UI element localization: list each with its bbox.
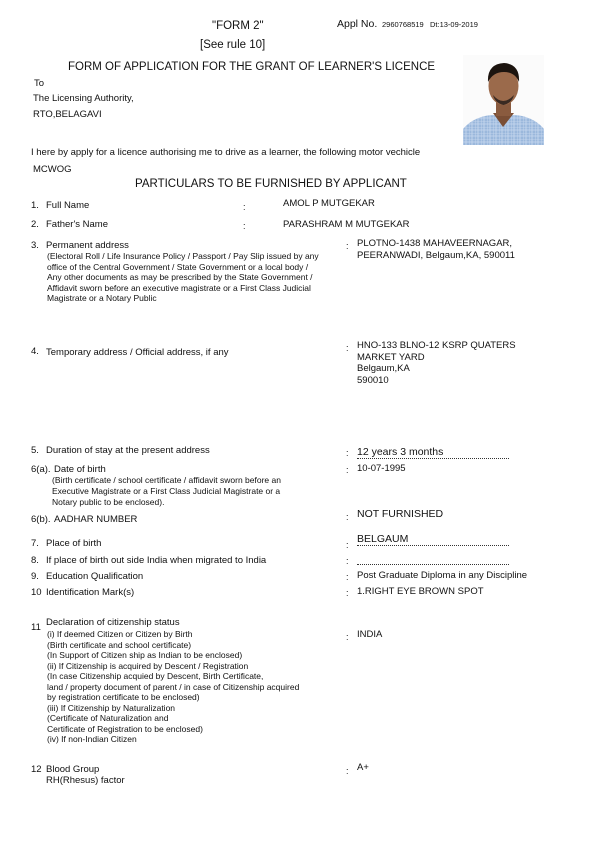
colon: : [346,572,349,582]
duration-label: Duration of stay at the present address [46,445,210,456]
father-name-label: Father's Name [46,219,109,230]
field-number: 7. [31,538,39,549]
citizenship-label: Declaration of citizenship status [46,617,180,628]
field-number: 5. [31,445,39,456]
field-number: 8. [31,555,39,566]
dob-value: 10-07-1995 [357,463,406,474]
appl-no-label: Appl No. [337,18,378,30]
field-number: 12 [31,764,42,775]
permanent-address-value: PLOTNO-1438 MAHAVEERNAGAR, PEERANWADI, Belgaum,KA, 590011 [357,238,515,261]
full-name-label: Full Name [46,200,90,211]
declaration-intro: I here by apply for a licence authorising me to drive as a learner, the following motor vechicle [31,147,421,158]
form-title: FORM OF APPLICATION FOR THE GRANT OF LEARNER'S LICENCE [68,61,436,73]
colon: : [346,343,349,353]
field-number: 9. [31,571,39,582]
place-of-birth-value: BELGAUM [357,533,509,546]
colon: : [346,465,349,475]
vehicle-class: MCWOG [33,164,72,175]
aadhar-label: AADHAR NUMBER [54,514,138,525]
colon: : [346,540,349,550]
blood-group-label: Blood Group [46,764,100,775]
dob-note: (Birth certificate / school certificate / affidavit sworn before an Executive Magistrate or a First Class Judicial Magistrate or a Notary public to be enclosed). [52,475,281,507]
aadhar-value: NOT FURNISHED [357,508,444,520]
full-name-value: AMOL P MUTGEKAR [283,198,375,209]
place-of-birth-label: Place of birth [46,538,102,549]
colon: : [243,202,246,212]
field-number: 4. [31,346,39,357]
addressee-to: To [34,78,45,89]
duration-value: 12 years 3 months [357,446,509,459]
citizenship-note: (i) If deemed Citizen or Citizen by Birth (Birth certificate and school certificate) (In Support of Citizen ship as Indian to be enclosed) (ii) If Citizenship is acquired by Descent / Registration (In case Citizenship acquied by Descent, Birth Certificate, land / property document of parent / in case of Citizenship acquired by registration certificate to be enclosed) (iii) If Citizenship by Naturalization (Certificate of Naturalization and Certificate of Registration to be enclosed) (iv) If non-Indian Citizen [47,629,300,744]
father-name-value: PARASHRAM M MUTGEKAR [283,219,410,230]
colon: : [346,448,349,458]
education-label: Education Qualification [46,571,144,582]
identification-label: Identification Mark(s) [46,587,135,598]
education-value: Post Graduate Diploma in any Discipline [357,570,528,581]
colon: : [346,632,349,642]
rule-reference: [See rule 10] [200,39,266,51]
appl-date: Dt:13-09-2019 [430,20,478,29]
migration-label: If place of birth out side India when migrated to India [46,555,267,566]
appl-no-value: 2960768519 [382,20,424,29]
field-number: 3. [31,240,39,251]
colon: : [346,241,349,251]
blood-group-value: A+ [357,762,369,773]
temporary-address-label: Temporary address / Official address, if any [46,347,229,358]
migration-value [357,553,509,565]
permanent-address-note: (Electoral Roll / Life Insurance Policy / Passport / Pay Slip issued by any office of the Central Government / State Government or a local body / Any other documents as may be prescribed by the State Government / Affidavit sworn before an executive magistrate or a First Class Judicial Magistrate or a Notary Public [47,251,319,303]
colon: : [346,556,349,566]
addressee-authority: The Licensing Authority, [33,93,134,104]
form-number: "FORM 2" [212,20,264,32]
permanent-address-label: Permanent address [46,240,129,251]
particulars-title: PARTICULARS TO BE FURNISHED BY APPLICANT [135,178,407,190]
colon: : [346,588,349,598]
citizenship-value: INDIA [357,629,383,640]
field-number: 11 [31,622,41,633]
colon: : [243,221,246,231]
field-number: 6(a). [31,464,51,475]
identification-value: 1.RIGHT EYE BROWN SPOT [357,586,484,597]
applicant-photo [463,55,544,145]
field-number: 2. [31,219,39,230]
field-number: 6(b). [31,514,51,525]
dob-label: Date of birth [54,464,106,475]
field-number: 1. [31,200,39,211]
colon: : [346,766,349,776]
rh-factor-label: RH(Rhesus) factor [46,775,125,786]
addressee-rto: RTO,BELAGAVI [33,109,102,120]
temporary-address-value: HNO-133 BLNO-12 KSRP QUATERS MARKET YARD Belgaum,KA 590010 [357,340,516,386]
field-number: 10 [31,587,42,598]
colon: : [346,512,349,522]
